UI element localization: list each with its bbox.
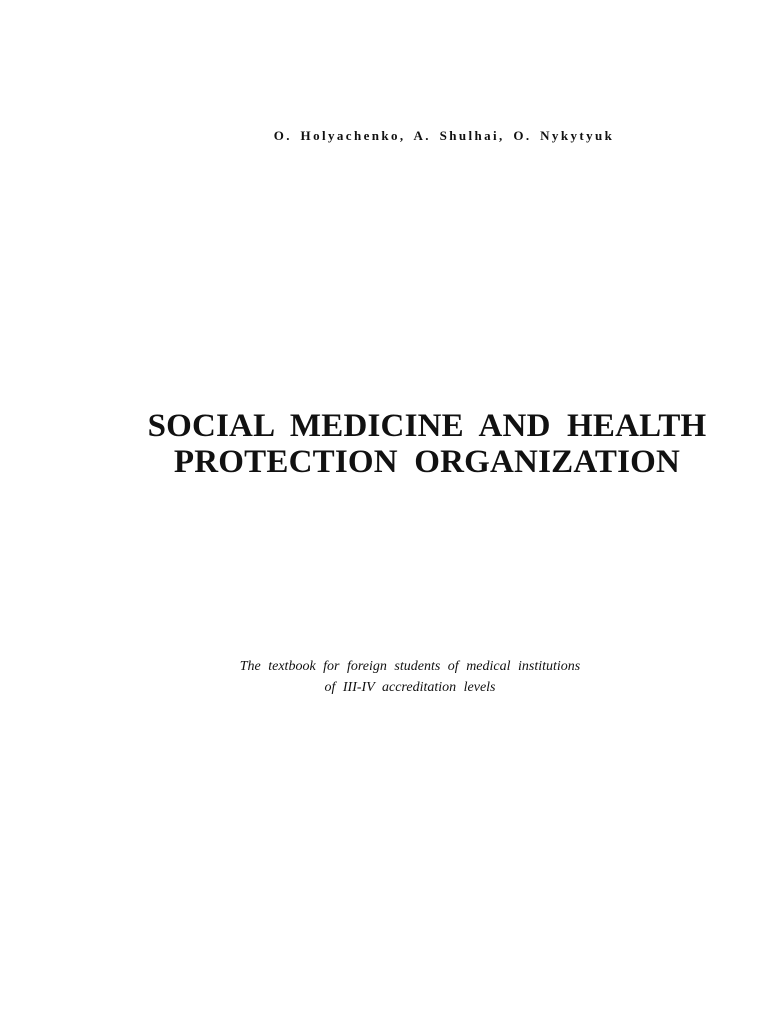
book-subtitle-line-2: of III-IV accreditation levels — [324, 680, 496, 695]
book-title-line-1: SOCIAL MEDICINE AND HEALTH — [147, 408, 707, 444]
authors-line: O. Holyachenko, A. Shulhai, O. Nykytyuk — [273, 128, 615, 143]
book-subtitle — [140, 656, 680, 698]
book-title-line-2: PROTECTION ORGANIZATION — [173, 444, 681, 480]
book-title — [130, 408, 724, 480]
book-subtitle-line-1: The textbook for foreign students of medical institutions — [239, 659, 581, 674]
